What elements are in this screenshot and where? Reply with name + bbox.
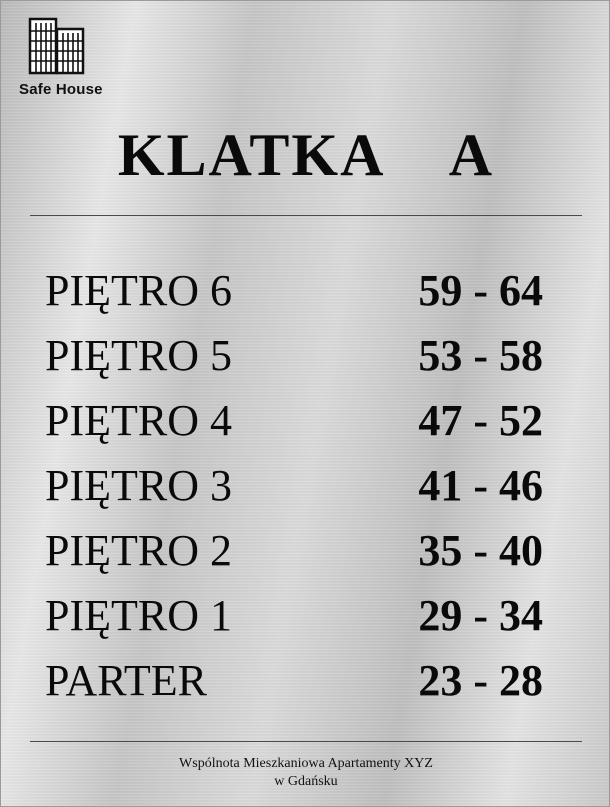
footer xyxy=(1,755,610,791)
divider-bottom xyxy=(30,741,582,742)
floor-label: PIĘTRO 2 xyxy=(45,526,232,575)
apartment-range: 23 - 28 xyxy=(418,656,543,705)
apartment-range: 35 - 40 xyxy=(418,526,543,575)
floor-label: PIĘTRO 1 xyxy=(45,591,232,640)
floor-label: PIĘTRO 5 xyxy=(45,331,232,380)
floor-row xyxy=(1,259,610,324)
logo-name: Safe House xyxy=(19,81,103,98)
divider-top xyxy=(30,215,582,216)
floor-row xyxy=(1,584,610,649)
apartment-range: 53 - 58 xyxy=(418,331,543,380)
floor-label: PIĘTRO 6 xyxy=(45,266,232,315)
logo xyxy=(19,15,109,101)
floor-row xyxy=(1,454,610,519)
floor-label: PARTER xyxy=(45,656,208,705)
floor-row xyxy=(1,519,610,584)
floor-list xyxy=(1,259,610,714)
floor-label: PIĘTRO 4 xyxy=(45,396,232,445)
floor-row xyxy=(1,324,610,389)
apartment-range: 41 - 46 xyxy=(418,461,543,510)
floor-row xyxy=(1,649,610,714)
footer-line-2: w Gdańsku xyxy=(274,774,338,789)
footer-line-1: Wspólnota Mieszkaniowa Apartamenty XYZ xyxy=(179,756,433,771)
floor-label: PIĘTRO 3 xyxy=(45,461,232,510)
apartment-range: 47 - 52 xyxy=(418,396,543,445)
apartment-range: 29 - 34 xyxy=(418,591,543,640)
buildings-icon xyxy=(27,17,87,75)
page-title: KLATKA A xyxy=(117,122,495,188)
apartment-range: 59 - 64 xyxy=(418,266,543,315)
floor-row xyxy=(1,389,610,454)
